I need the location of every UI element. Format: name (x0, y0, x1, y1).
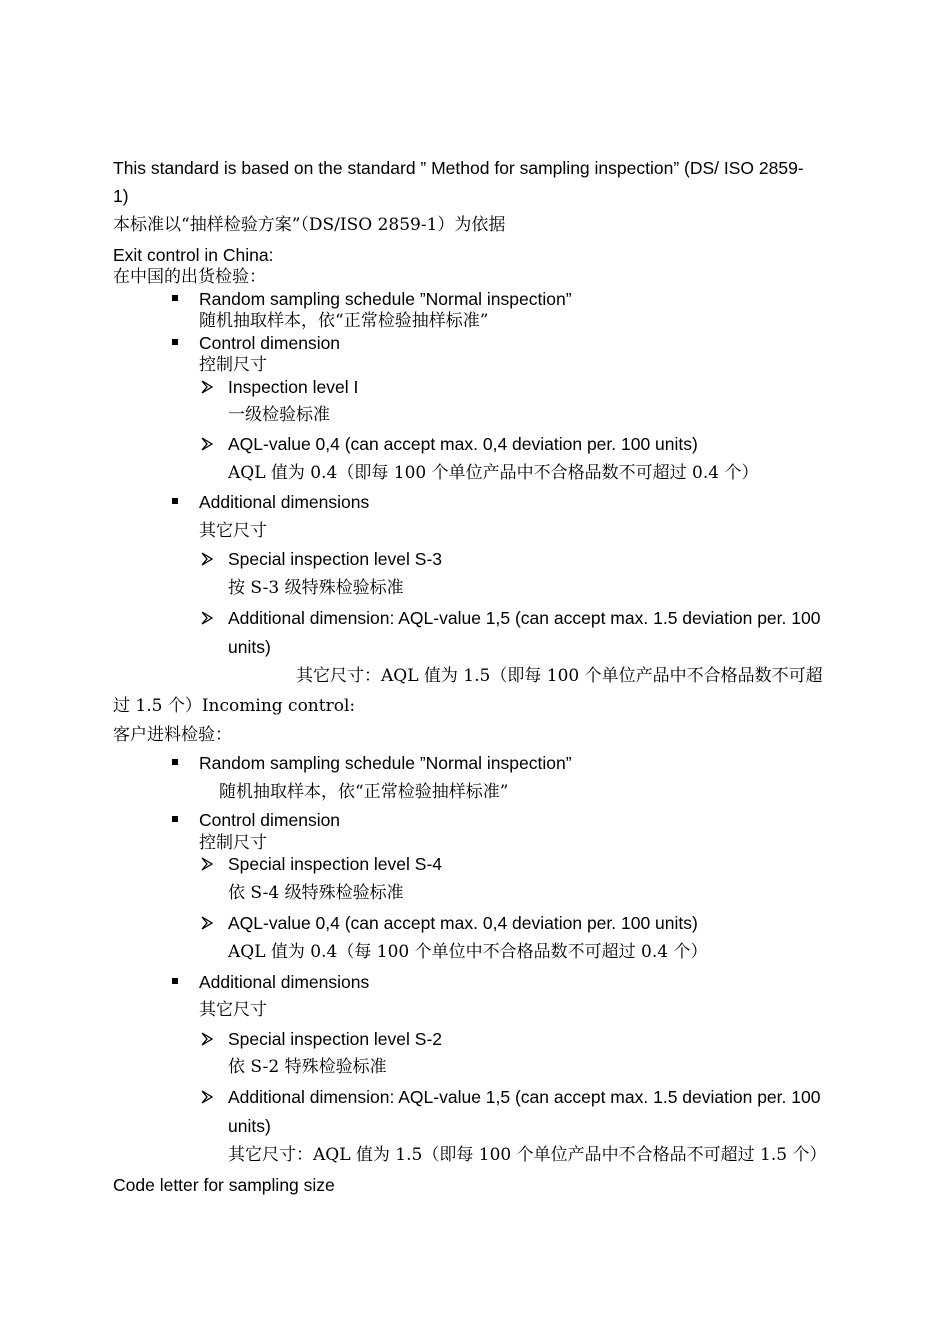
bullet-square (172, 816, 178, 822)
incoming-control: Control dimension (199, 810, 341, 830)
incoming-add-dim-cn: 其它尺寸：AQL 值为 1.5（即每 100 个单位产品中不合格品不可超过 1.5 个） (228, 1145, 827, 1165)
exit-level-cn: 一级检验标准 (228, 405, 330, 425)
code-letter-heading: Code letter for sampling size (113, 1175, 335, 1195)
arrow-bullet-icon (200, 552, 214, 566)
exit-add-dim-1: Additional dimension: AQL-value 1,5 (can accept max. 1.5 deviation per. 100 (228, 608, 821, 628)
exit-special-cn: 按 S-3 级特殊检验标准 (228, 578, 404, 598)
incoming-aql: AQL-value 0,4 (can accept max. 0,4 deviation per. 100 units) (228, 913, 698, 933)
incoming-special: Special inspection level S-4 (228, 854, 443, 874)
incoming-random-cn: 随机抽取样本，依“正常检验抽样标准” (219, 782, 509, 802)
arrow-bullet-icon (200, 857, 214, 871)
arrow-bullet-icon (200, 437, 214, 451)
bullet-square (172, 759, 178, 765)
bullet-square (172, 498, 178, 504)
exit-add-dim-2: units) (228, 637, 271, 657)
exit-heading-cn: 在中国的出货检验： (113, 267, 266, 287)
exit-level: Inspection level I (228, 377, 359, 397)
intro-cn: 本标准以“抽样检验方案”（DS/ISO 2859-1）为依据 (113, 215, 506, 235)
incoming-aql-cn: AQL 值为 0.4（每 100 个单位中不合格品数不可超过 0.4 个） (228, 942, 708, 962)
arrow-bullet-icon (200, 1032, 214, 1046)
exit-add-dim-cn-1: 其它尺寸：AQL 值为 1.5（即每 100 个单位产品中不合格品数不可超 (296, 666, 823, 686)
exit-aql: AQL-value 0,4 (can accept max. 0,4 deviation per. 100 units) (228, 434, 698, 454)
bullet-square (172, 295, 178, 301)
arrow-bullet-icon (200, 1090, 214, 1104)
exit-add-dim-cn-2: 过 1.5 个）Incoming control: (113, 696, 356, 716)
bullet-square (172, 978, 178, 984)
exit-control: Control dimension (199, 333, 341, 353)
incoming-special-2-cn: 依 S-2 特殊检验标准 (228, 1057, 387, 1077)
arrow-bullet-icon (200, 380, 214, 394)
exit-additional-cn: 其它尺寸 (199, 521, 267, 541)
incoming-add-dim-2: units) (228, 1116, 271, 1136)
arrow-bullet-icon (200, 916, 214, 930)
incoming-special-cn: 依 S-4 级特殊检验标准 (228, 883, 404, 903)
intro-line-2: 1) (113, 186, 129, 206)
exit-heading: Exit control in China: (113, 245, 274, 265)
incoming-additional-cn: 其它尺寸 (199, 1000, 267, 1020)
exit-special: Special inspection level S-3 (228, 549, 443, 569)
exit-random-cn: 随机抽取样本，依“正常检验抽样标准” (199, 311, 489, 331)
arrow-bullet-icon (200, 611, 214, 625)
incoming-add-dim-1: Additional dimension: AQL-value 1,5 (can accept max. 1.5 deviation per. 100 (228, 1087, 821, 1107)
exit-aql-cn: AQL 值为 0.4（即每 100 个单位产品中不合格品数不可超过 0.4 个） (228, 463, 759, 483)
bullet-square (172, 339, 178, 345)
incoming-special-2: Special inspection level S-2 (228, 1029, 443, 1049)
intro-line-1: This standard is based on the standard ” Method for sampling inspection” (DS/ ISO 2859- (113, 158, 804, 178)
incoming-additional: Additional dimensions (199, 972, 370, 992)
incoming-random: Random sampling schedule ”Normal inspection” (199, 753, 572, 773)
exit-control-cn: 控制尺寸 (199, 355, 267, 375)
exit-random: Random sampling schedule ”Normal inspection” (199, 289, 572, 309)
incoming-control-cn: 控制尺寸 (199, 833, 267, 853)
incoming-heading-cn: 客户进料检验： (113, 725, 232, 745)
exit-additional: Additional dimensions (199, 492, 370, 512)
